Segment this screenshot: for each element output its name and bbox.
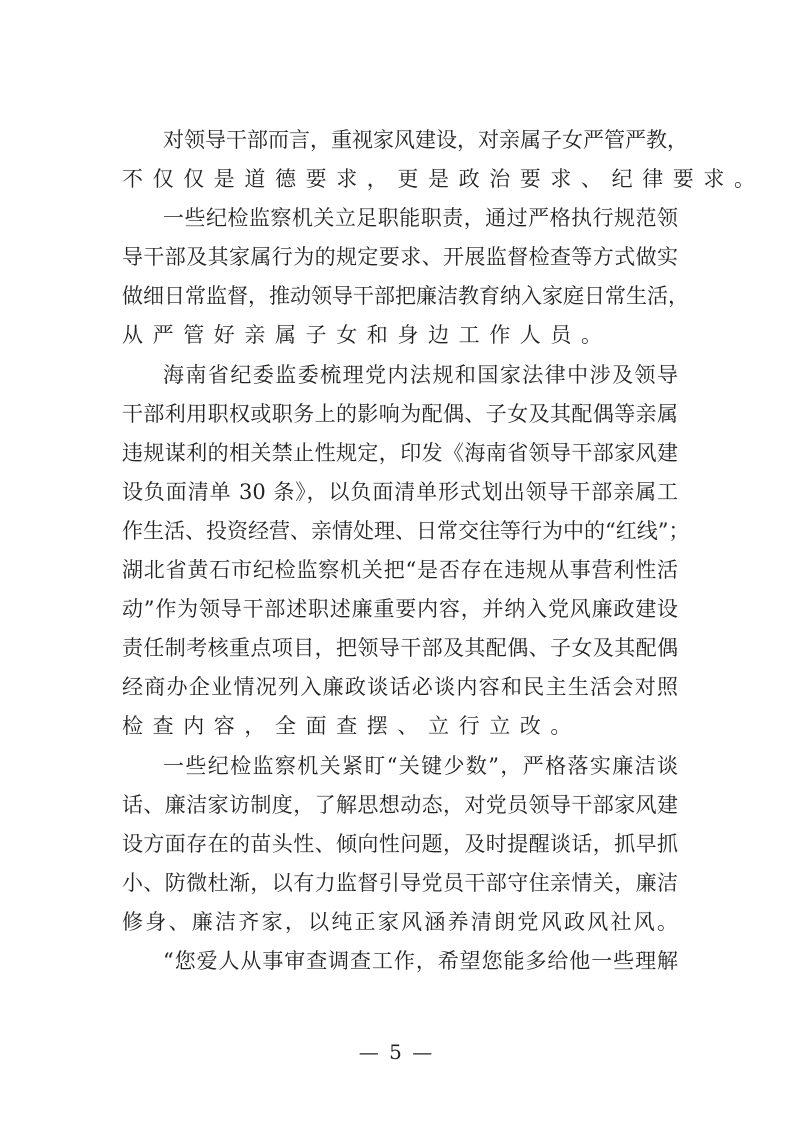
paragraph	[122, 747, 678, 942]
text-line: 动”作为领导干部述职述廉重要内容，并纳入党风廉政建设	[122, 597, 678, 622]
text-line: 对领导干部而言，重视家风建设，对亲属子女严管严教，	[163, 128, 688, 152]
paragraph	[122, 121, 765, 199]
text-line: 小、防微杜渐，以有力监督引导党员干部守住亲情关，廉洁	[122, 870, 678, 895]
text-line: 导干部及其家属行为的规定要求、开展监督检查等方式做实	[122, 245, 678, 270]
text-line: 话、廉洁家访制度，了解思想动态，对党员领导干部家风建	[122, 792, 678, 817]
text-line: 不仅仅是道德要求，更是政治要求、纪律要求。	[122, 167, 765, 192]
text-line: 经商办企业情况列入廉政谈话必谈内容和民主生活会对照	[122, 675, 678, 700]
text-line: 设负面清单 30 条》，以负面清单形式划出领导干部亲属工	[122, 479, 678, 504]
text-line: 作生活、投资经营、亲情处理、日常交往等行为中的“红线”；	[122, 518, 690, 543]
text-line: 海南省纪委监委梳理党内法规和国家法律中涉及领导	[163, 362, 678, 387]
text-line: 设方面存在的苗头性、倾向性问题，及时提醒谈话，抓早抓	[122, 831, 678, 856]
text-line: 做细日常监督，推动领导干部把廉洁教育纳入家庭日常生活，	[122, 284, 689, 309]
text-line: 干部利用职权或职务上的影响为配偶、子女及其配偶等亲属	[122, 401, 678, 426]
text-line: 责任制考核重点项目，把领导干部及其配偶、子女及其配偶	[122, 636, 678, 661]
paragraph	[122, 199, 689, 355]
text-line: 从严管好亲属子女和身边工作人员。	[122, 323, 612, 348]
text-line: 检查内容，全面查摆、立行立改。	[122, 714, 581, 739]
paragraph	[122, 356, 690, 747]
document-body	[122, 121, 765, 981]
text-line: 修身、廉洁齐家，以纯正家风涵养清朗党风政风社风。	[122, 909, 678, 934]
paragraph	[122, 942, 678, 981]
text-line: 一些纪检监察机关立足职能职责，通过严格执行规范领	[163, 206, 678, 231]
text-line: 违规谋利的相关禁止性规定，印发《海南省领导干部家风建	[122, 440, 678, 465]
page-number: — 5 —	[358, 1040, 435, 1064]
text-line: 湖北省黄石市纪检监察机关把“是否存在违规从事营利性活	[122, 558, 678, 583]
text-line: 一些纪检监察机关紧盯“关键少数”，严格落实廉洁谈	[163, 753, 678, 778]
text-line: “您爱人从事审查调查工作，希望您能多给他一些理解	[163, 948, 678, 973]
